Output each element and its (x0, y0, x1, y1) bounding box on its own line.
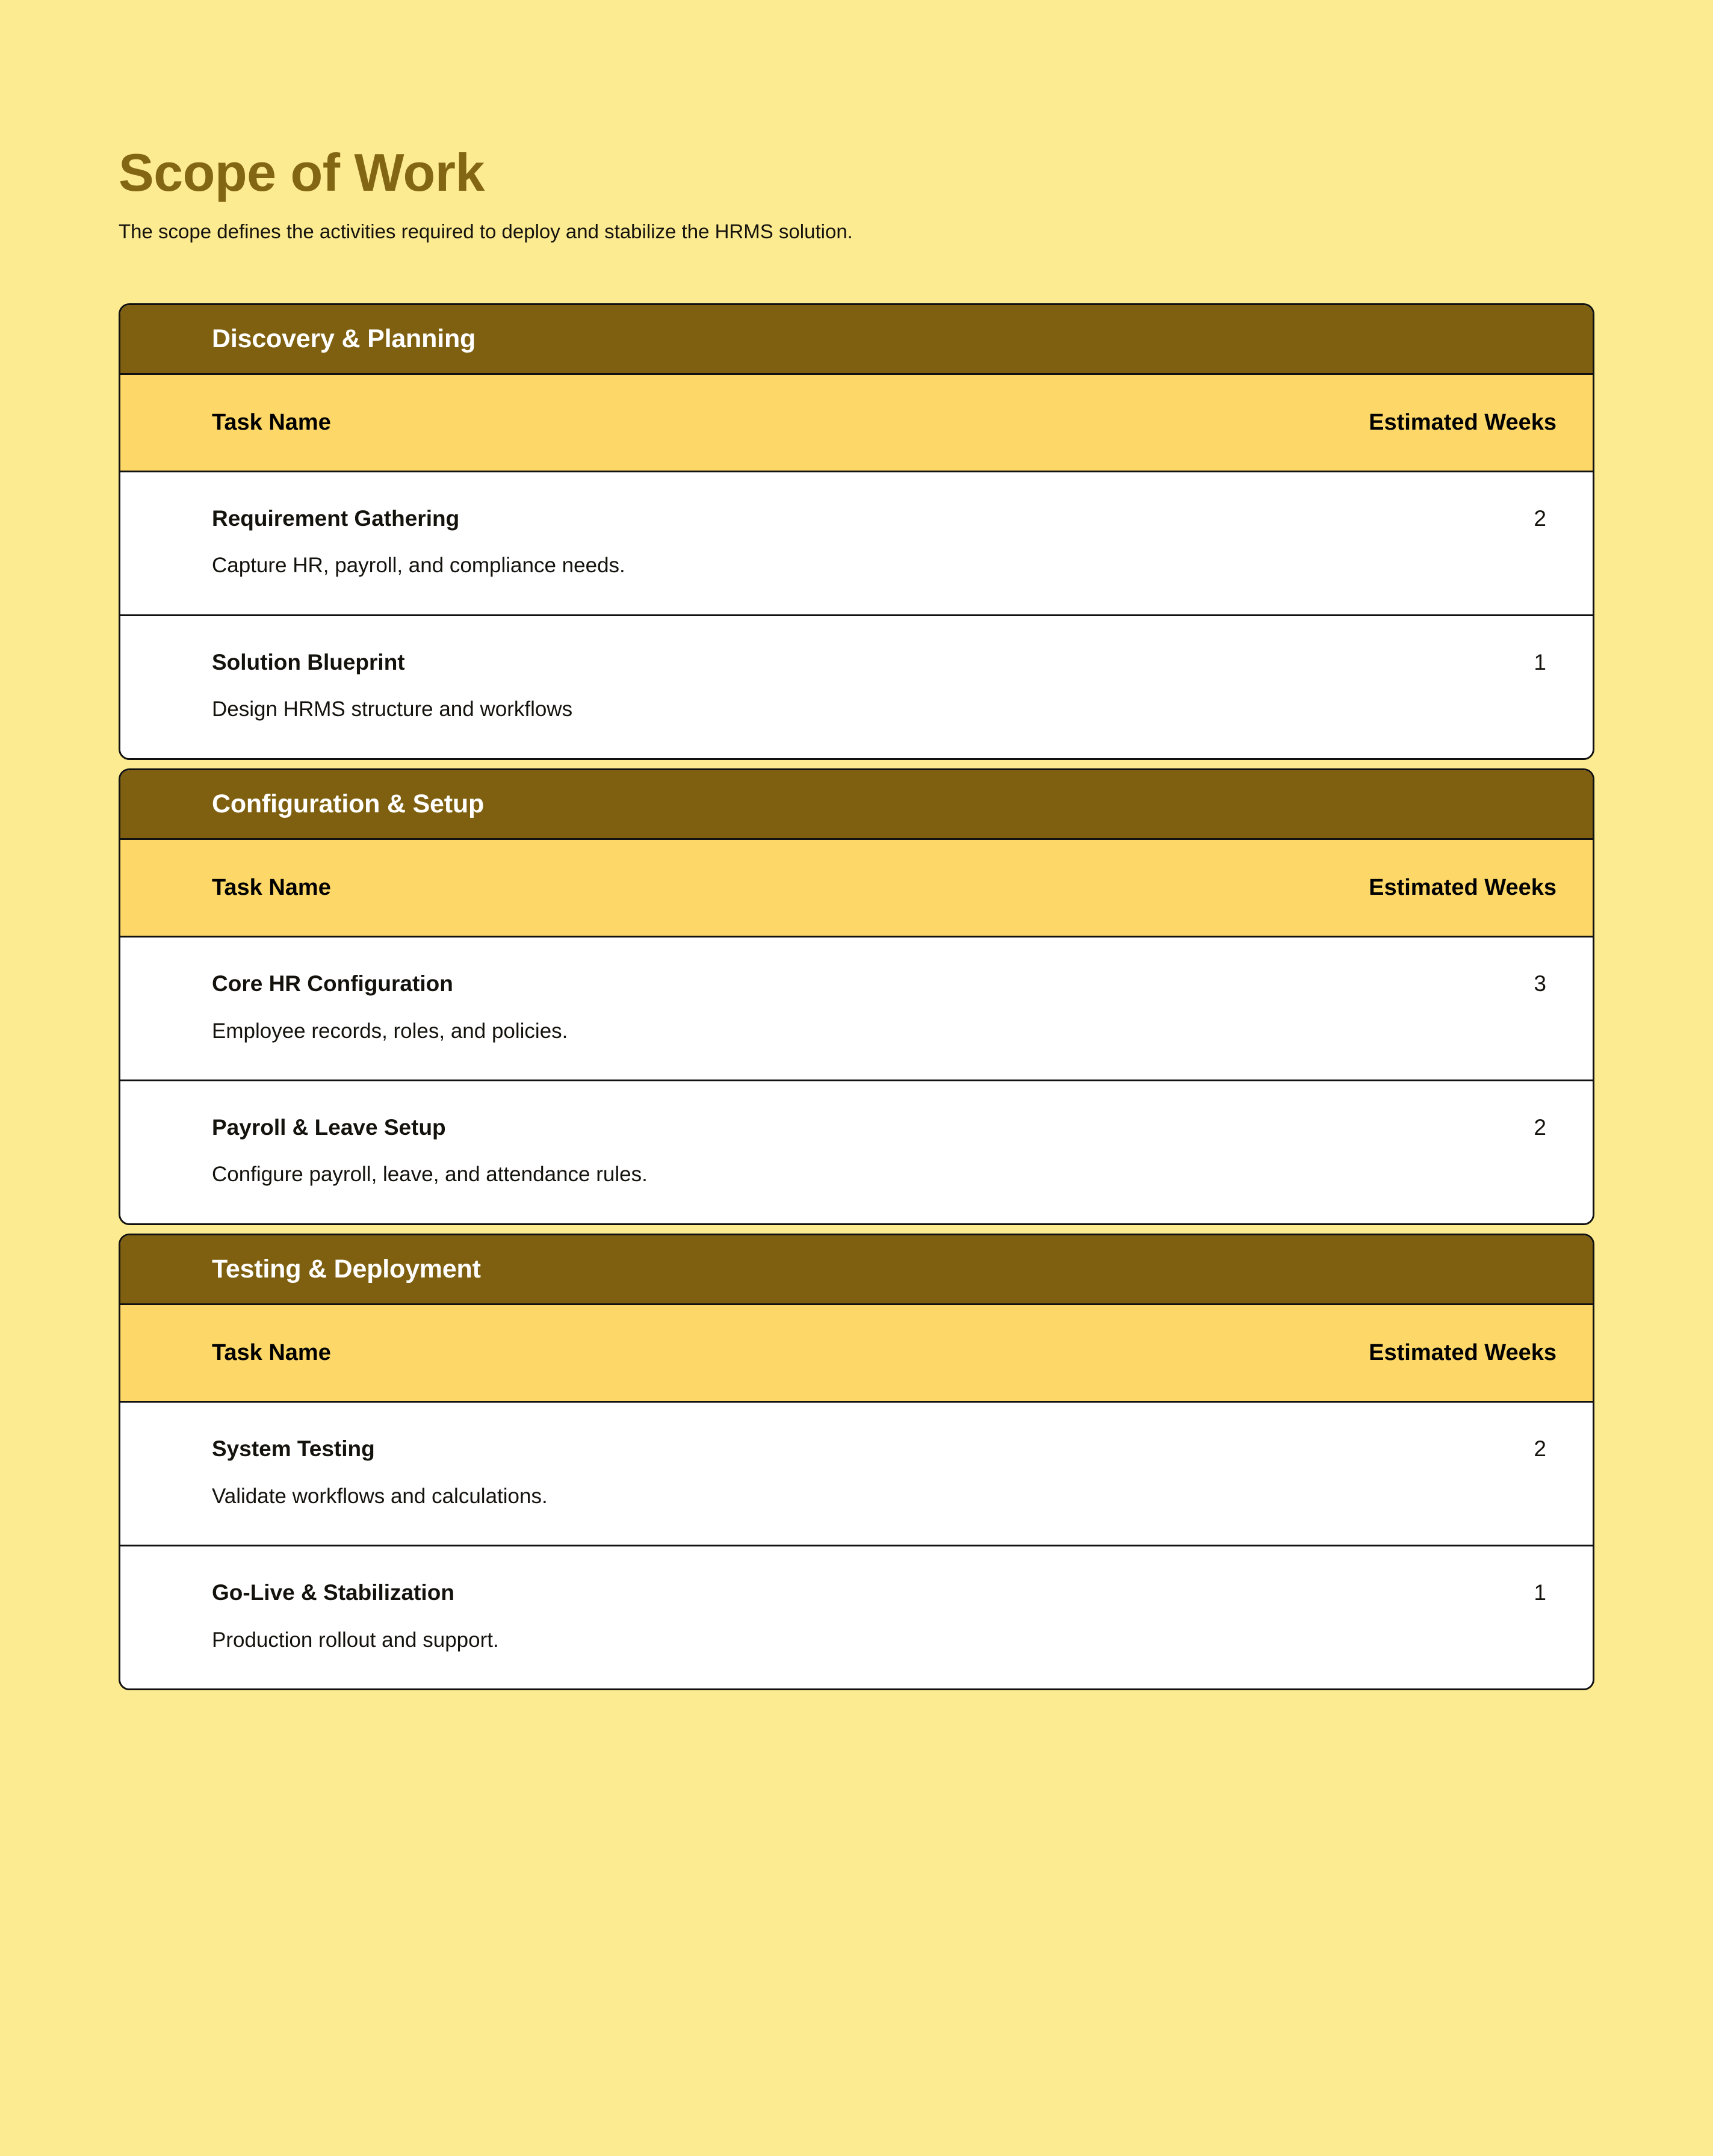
column-header-task-name (120, 839, 1210, 937)
scope-section-card (119, 1234, 1594, 1690)
section-header (120, 1235, 1593, 1303)
table-row (120, 471, 1593, 615)
table-header-row (120, 1305, 1593, 1402)
estimated-weeks-cell (1210, 937, 1593, 1081)
table-row (120, 615, 1593, 758)
table-header-row (120, 839, 1593, 937)
column-header-task-name-label: Task Name (212, 875, 331, 901)
column-header-task-name (120, 1305, 1210, 1402)
table-header-row (120, 374, 1593, 471)
task-cell (120, 1546, 1210, 1688)
task-name: Payroll & Leave Setup (212, 1115, 446, 1140)
task-name: System Testing (212, 1436, 375, 1462)
task-description: Validate workflows and calculations. (212, 1484, 548, 1508)
table-row (120, 1402, 1593, 1546)
task-table (120, 838, 1593, 1223)
task-cell (120, 1402, 1210, 1546)
task-name: Go-Live & Stabilization (212, 1580, 454, 1605)
section-header-title: Discovery & Planning (212, 324, 476, 353)
task-description: Employee records, roles, and policies. (212, 1019, 568, 1043)
task-cell (120, 937, 1210, 1081)
column-header-estimated-weeks-label: Estimated Weeks (1369, 409, 1557, 435)
estimated-weeks-value: 3 (1534, 971, 1546, 996)
table-row (120, 937, 1593, 1081)
scope-sections-list (119, 303, 1594, 1691)
scope-section-card (119, 303, 1594, 760)
column-header-task-name-label: Task Name (212, 1340, 331, 1366)
column-header-estimated-weeks-label: Estimated Weeks (1369, 1340, 1557, 1366)
task-cell (120, 615, 1210, 758)
estimated-weeks-value: 2 (1534, 1115, 1546, 1140)
page-title: Scope of Work (119, 143, 485, 202)
task-name: Requirement Gathering (212, 505, 460, 531)
estimated-weeks-value: 1 (1534, 1580, 1546, 1605)
scope-section-card (119, 768, 1594, 1225)
task-table (120, 1303, 1593, 1688)
table-row (120, 1081, 1593, 1223)
task-description: Capture HR, payroll, and compliance needs. (212, 554, 625, 578)
table-row (120, 1546, 1593, 1688)
section-header (120, 305, 1593, 373)
column-header-estimated-weeks (1210, 374, 1593, 471)
task-name: Solution Blueprint (212, 649, 405, 675)
column-header-task-name-label: Task Name (212, 409, 331, 435)
task-cell (120, 471, 1210, 615)
estimated-weeks-cell (1210, 1402, 1593, 1546)
task-table (120, 373, 1593, 758)
section-header-title: Testing & Deployment (212, 1254, 481, 1283)
estimated-weeks-cell (1210, 615, 1593, 758)
task-description: Production rollout and support. (212, 1628, 499, 1652)
task-description: Configure payroll, leave, and attendance rules. (212, 1163, 648, 1187)
task-cell (120, 1081, 1210, 1223)
estimated-weeks-value: 1 (1534, 649, 1546, 675)
task-description: Design HRMS structure and workflows (212, 697, 573, 721)
page-subtitle: The scope defines the activities required to deploy and stabilize the HRMS solution. (119, 220, 853, 242)
section-header (120, 770, 1593, 838)
column-header-task-name (120, 374, 1210, 471)
section-header-title: Configuration & Setup (212, 789, 485, 818)
estimated-weeks-cell (1210, 471, 1593, 615)
task-name: Core HR Configuration (212, 971, 453, 996)
estimated-weeks-value: 2 (1534, 505, 1546, 531)
estimated-weeks-value: 2 (1534, 1436, 1546, 1462)
column-header-estimated-weeks (1210, 1305, 1593, 1402)
estimated-weeks-cell (1210, 1081, 1593, 1223)
document-header (119, 0, 1594, 246)
column-header-estimated-weeks (1210, 839, 1593, 937)
column-header-estimated-weeks-label: Estimated Weeks (1369, 875, 1557, 901)
estimated-weeks-cell (1210, 1546, 1593, 1688)
